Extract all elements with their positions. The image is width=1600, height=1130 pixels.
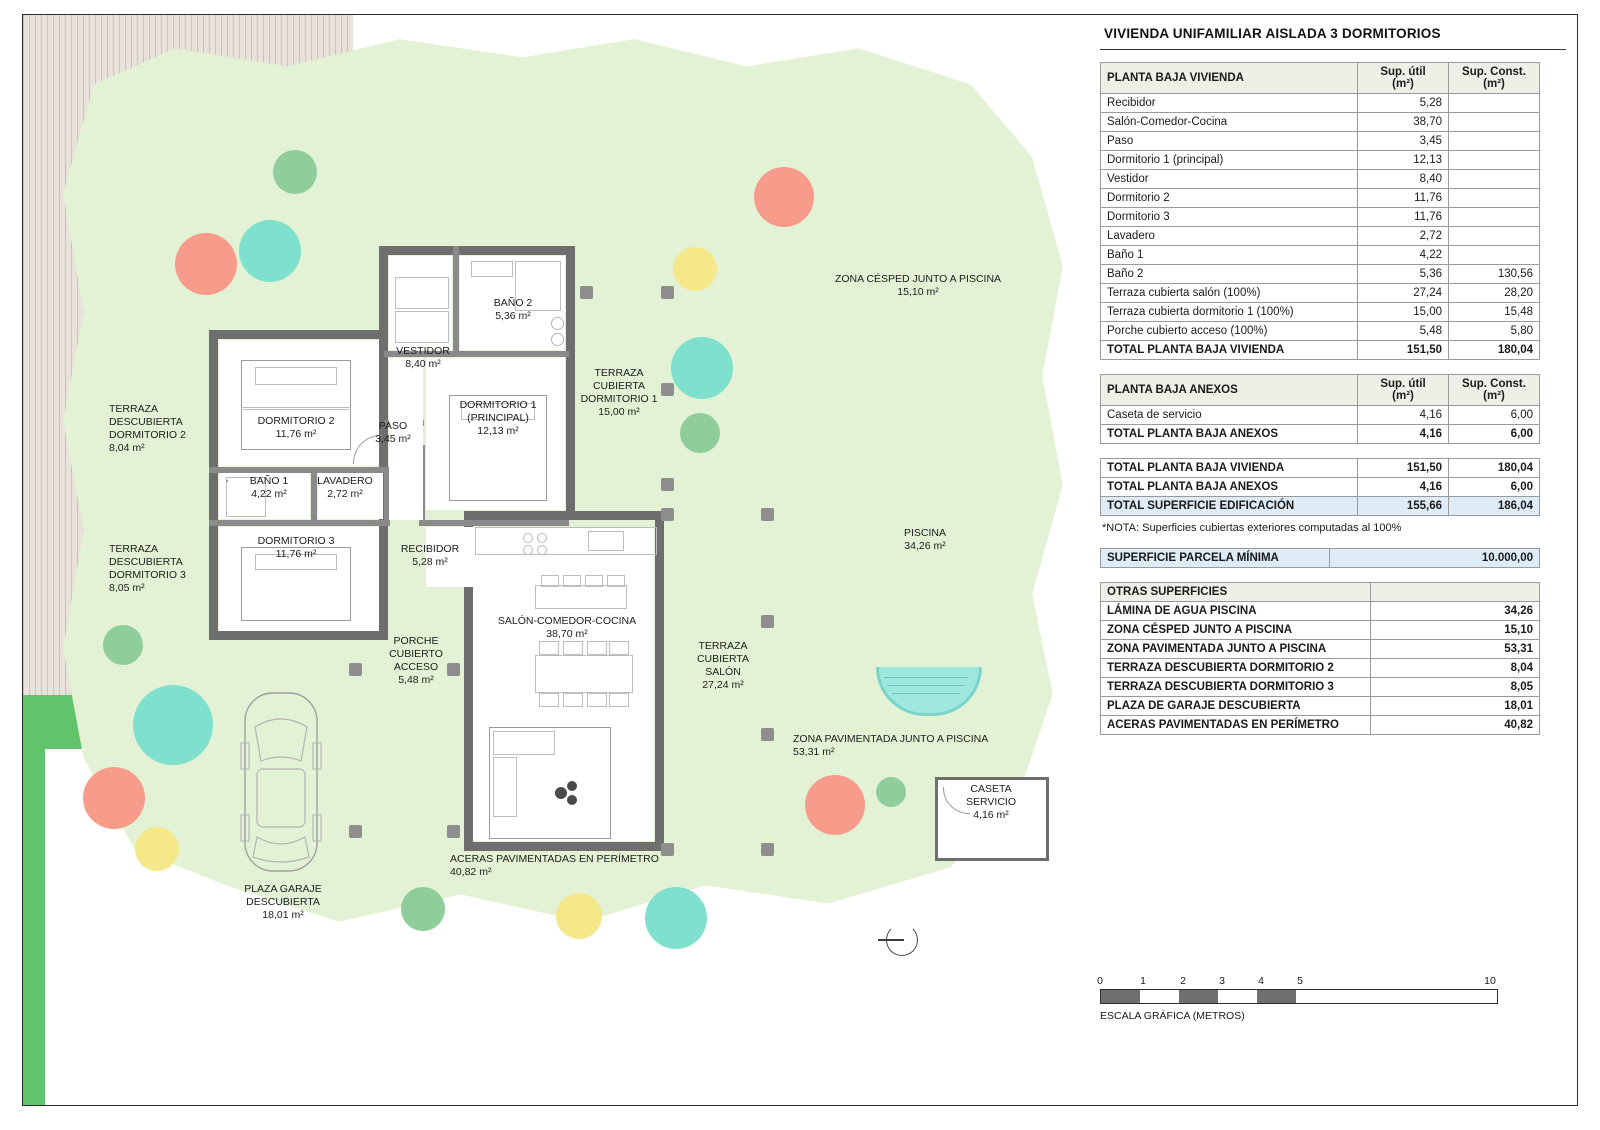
th-sup-util: Sup. útil (m²) xyxy=(1358,375,1449,406)
structural-post xyxy=(761,728,774,741)
label-area: 40,82 m² xyxy=(450,866,492,879)
dining-chair xyxy=(587,641,607,655)
house-wall xyxy=(566,511,664,520)
house-wall xyxy=(464,511,574,520)
label-line: TERRAZA xyxy=(698,640,748,652)
scale-tick: 3 xyxy=(1219,975,1225,987)
house-wall xyxy=(379,246,574,255)
table-row: Baño 2 5,36 130,56 xyxy=(1101,265,1540,284)
tree-icon xyxy=(805,775,865,835)
label-zona-pavimentada xyxy=(793,733,988,759)
wardrobe xyxy=(471,261,513,277)
table-row-total: TOTAL PLANTA BAJA VIVIENDA 151,50 180,04 xyxy=(1101,341,1540,360)
th-planta-baja-vivienda: PLANTA BAJA VIVIENDA xyxy=(1101,63,1358,94)
house-wall xyxy=(209,330,218,640)
dining-chair xyxy=(563,693,583,707)
pool-step-line xyxy=(884,677,968,678)
table-row: TOTAL PLANTA BAJA VIVIENDA 151,50 180,04 xyxy=(1101,459,1540,478)
label-line: RECIBIDOR xyxy=(400,543,460,555)
tree-icon xyxy=(175,233,237,295)
plant-icon xyxy=(567,781,577,791)
label-area: 34,26 m² xyxy=(904,540,946,553)
door-arc xyxy=(226,480,228,482)
kitchen-counter xyxy=(475,527,657,555)
table-row: Salón-Comedor-Cocina 38,70 xyxy=(1101,113,1540,132)
label-line: VESTIDOR xyxy=(396,345,450,357)
table-row: Paso 3,45 xyxy=(1101,132,1540,151)
tree-icon xyxy=(754,167,814,227)
label-line: CUBIERTA xyxy=(696,653,750,666)
interior-wall xyxy=(419,520,569,526)
north-symbol-icon xyxy=(878,920,920,962)
table-parcela xyxy=(1100,548,1540,568)
label-terraza-cubierta-d1 xyxy=(571,367,667,420)
bed-fold xyxy=(241,407,351,410)
label-area: 27,24 m² xyxy=(702,679,744,692)
hob-icon xyxy=(523,533,533,543)
label-line: DORMITORIO 2 xyxy=(257,415,335,427)
pool-step-line xyxy=(887,685,965,686)
structural-post xyxy=(349,663,362,676)
structural-post xyxy=(761,843,774,856)
kitchen-island xyxy=(535,585,627,609)
th-sup-util: Sup. útil (m²) xyxy=(1358,63,1449,94)
label-dormitorio-3 xyxy=(231,535,361,561)
label-recibidor xyxy=(375,543,485,569)
interior-wall xyxy=(459,351,569,357)
table-row: ACERAS PAVIMENTADAS EN PERÍMETRO 40,82 xyxy=(1101,716,1540,735)
scale-tick: 1 xyxy=(1140,975,1146,987)
table-row: Terraza cubierta dormitorio 1 (100%) 15,00 15,48 xyxy=(1101,303,1540,322)
table-row: Caseta de servicio 4,16 6,00 xyxy=(1101,406,1540,425)
tree-icon xyxy=(680,413,720,453)
structural-post xyxy=(447,825,460,838)
label-line: ACERAS PAVIMENTADAS EN PERÍMETRO xyxy=(450,853,659,865)
table-row: Dormitorio 3 11,76 xyxy=(1101,208,1540,227)
label-caseta-servicio xyxy=(945,783,1037,822)
dining-chair xyxy=(609,693,629,707)
label-dormitorio-1 xyxy=(433,399,563,438)
tree-icon xyxy=(401,887,445,931)
label-line: ZONA PAVIMENTADA JUNTO A PISCINA xyxy=(793,733,989,745)
label-plaza-garaje xyxy=(203,883,363,922)
label-line: DORMITORIO 3 xyxy=(109,569,186,582)
label-area: 3,45 m² xyxy=(375,433,411,446)
structural-post xyxy=(761,615,774,628)
plant-icon xyxy=(555,787,567,799)
sheet-title: VIVIENDA UNIFAMILIAR AISLADA 3 DORMITORIOS xyxy=(1100,20,1566,50)
sofa xyxy=(493,731,555,755)
scale-bar xyxy=(1100,989,1498,1004)
table-row-highlight: TOTAL SUPERFICIE EDIFICACIÓN 155,66 186,04 xyxy=(1101,497,1540,516)
label-line: DORMITORIO 3 xyxy=(257,535,335,547)
label-area: 5,36 m² xyxy=(495,310,531,323)
label-line: BAÑO 1 xyxy=(249,475,289,487)
table-otras-superficies xyxy=(1100,582,1540,735)
house-wall xyxy=(209,631,384,640)
label-line: DESCUBIERTA xyxy=(246,896,320,909)
th-sup-const: Sup. Const. (m²) xyxy=(1449,375,1540,406)
label-area: 2,72 m² xyxy=(327,488,363,501)
label-line: TERRAZA xyxy=(109,403,159,415)
tree-icon xyxy=(83,767,145,829)
label-line: DORMITORIO 1 xyxy=(580,393,658,406)
scale-tick: 2 xyxy=(1180,975,1186,987)
sink-icon xyxy=(551,317,564,330)
label-lavadero xyxy=(305,475,385,501)
wardrobe xyxy=(395,277,449,309)
label-line: SALÓN xyxy=(705,666,741,679)
label-area: 4,16 m² xyxy=(973,809,1009,822)
house-wall xyxy=(209,330,384,339)
plant-icon xyxy=(567,795,577,805)
tree-icon xyxy=(645,887,707,949)
scale-tick: 5 xyxy=(1297,975,1303,987)
label-vestidor xyxy=(387,345,459,371)
label-bano-1 xyxy=(229,475,309,501)
hob-icon xyxy=(537,545,547,555)
label-line: PISCINA xyxy=(903,527,946,539)
scale-tick: 10 xyxy=(1484,975,1496,987)
hob-icon xyxy=(537,533,547,543)
table-row: TERRAZA DESCUBIERTA DORMITORIO 3 8,05 xyxy=(1101,678,1540,697)
table-row: TOTAL PLANTA BAJA ANEXOS 4,16 6,00 xyxy=(1101,478,1540,497)
table-row: LÁMINA DE AGUA PISCINA 34,26 xyxy=(1101,602,1540,621)
label-aceras-perimetro xyxy=(450,853,659,879)
grass-strip xyxy=(23,749,45,959)
label-area: 5,28 m² xyxy=(412,556,448,569)
table-row: Vestidor 8,40 xyxy=(1101,170,1540,189)
dining-table xyxy=(535,655,633,693)
table-row: TERRAZA DESCUBIERTA DORMITORIO 2 8,04 xyxy=(1101,659,1540,678)
table-row-total: TOTAL PLANTA BAJA ANEXOS 4,16 6,00 xyxy=(1101,425,1540,444)
label-area: 8,04 m² xyxy=(109,442,145,455)
table-row-header: OTRAS SUPERFICIES xyxy=(1101,583,1540,602)
label-line: CUBIERTO xyxy=(389,648,443,661)
label-line: TERRAZA xyxy=(594,367,644,379)
label-line: CASETA xyxy=(970,783,1012,795)
tree-icon xyxy=(239,220,301,282)
sofa xyxy=(493,757,517,817)
label-line: ACCESO xyxy=(393,661,439,674)
tree-icon xyxy=(135,827,179,871)
label-terraza-descubierta-d3 xyxy=(109,543,186,596)
scale-tick: 4 xyxy=(1258,975,1264,987)
th-sup-const: Sup. Const. (m²) xyxy=(1449,63,1540,94)
table-row: Dormitorio 2 11,76 xyxy=(1101,189,1540,208)
label-salon xyxy=(467,615,667,641)
label-area: 12,13 m² xyxy=(477,425,519,438)
label-bano-2 xyxy=(478,297,548,323)
house-wall xyxy=(655,511,664,851)
tree-icon xyxy=(273,150,317,194)
grass-strip xyxy=(23,959,45,1105)
tree-icon xyxy=(103,625,143,665)
structural-post xyxy=(761,508,774,521)
scale-caption: ESCALA GRÁFICA (METROS) xyxy=(1100,1010,1245,1022)
dining-chair xyxy=(539,641,559,655)
structural-post xyxy=(661,843,674,856)
label-line: BAÑO 2 xyxy=(493,297,533,309)
label-area: 8,40 m² xyxy=(405,358,441,371)
structural-post xyxy=(661,508,674,521)
table-row: Porche cubierto acceso (100%) 5,48 5,80 xyxy=(1101,322,1540,341)
pool-step-line xyxy=(892,693,960,694)
label-line: PORCHE xyxy=(393,635,439,647)
interior-wall xyxy=(209,520,384,526)
table-row-parcela: SUPERFICIE PARCELA MÍNIMA 10.000,00 xyxy=(1101,549,1540,568)
structural-post xyxy=(580,286,593,299)
structural-post xyxy=(661,478,674,491)
note-text: *NOTA: Superficies cubiertas exteriores computadas al 100% xyxy=(1102,522,1402,534)
label-line: SERVICIO xyxy=(966,796,1016,809)
stool xyxy=(585,575,603,587)
label-area: 4,22 m² xyxy=(251,488,287,501)
tree-icon xyxy=(673,247,717,291)
label-line: TERRAZA xyxy=(109,543,159,555)
label-zona-cesped xyxy=(783,273,1053,299)
bed-pillow xyxy=(255,367,337,385)
table-row: ZONA PAVIMENTADA JUNTO A PISCINA 53,31 xyxy=(1101,640,1540,659)
label-piscina xyxy=(863,527,987,553)
label-area: 18,01 m² xyxy=(262,909,304,922)
label-area: 38,70 m² xyxy=(546,628,588,641)
label-line: (PRINCIPAL) xyxy=(467,412,529,425)
label-line: CUBIERTA xyxy=(592,380,646,393)
label-area: 15,10 m² xyxy=(897,286,939,299)
dining-chair xyxy=(587,693,607,707)
table-row: PLAZA DE GARAJE DESCUBIERTA 18,01 xyxy=(1101,697,1540,716)
wardrobe xyxy=(395,311,449,343)
label-dormitorio-2 xyxy=(231,415,361,441)
label-area: 53,31 m² xyxy=(793,746,835,759)
table-totales xyxy=(1100,458,1540,516)
label-line: DESCUBIERTA xyxy=(109,556,183,569)
label-area: 11,76 m² xyxy=(275,428,317,441)
tree-icon xyxy=(876,777,906,807)
stool xyxy=(607,575,625,587)
dining-chair xyxy=(609,641,629,655)
structural-post xyxy=(349,825,362,838)
label-terraza-cubierta-salon xyxy=(668,640,778,693)
sink-icon xyxy=(551,333,564,346)
sink-counter xyxy=(588,531,624,551)
label-line: LAVADERO xyxy=(317,475,373,487)
dining-chair xyxy=(563,641,583,655)
table-row: Baño 1 4,22 xyxy=(1101,246,1540,265)
label-area: 5,48 m² xyxy=(398,674,434,687)
label-line: PLAZA GARAJE xyxy=(244,883,322,895)
label-line: DORMITORIO 1 xyxy=(459,399,537,411)
table-planta-baja-anexos xyxy=(1100,374,1540,444)
house-wall xyxy=(464,842,664,851)
table-row: ZONA CÉSPED JUNTO A PISCINA 15,10 xyxy=(1101,621,1540,640)
table-row: Lavadero 2,72 xyxy=(1101,227,1540,246)
surface-tables-panel xyxy=(1100,20,1566,749)
interior-wall xyxy=(453,246,459,357)
label-line: ZONA CÉSPED JUNTO A PISCINA xyxy=(834,273,1002,285)
label-line: PASO xyxy=(378,420,408,432)
label-line: DORMITORIO 2 xyxy=(109,429,186,442)
th-planta-baja-anexos: PLANTA BAJA ANEXOS xyxy=(1101,375,1358,406)
label-line: DESCUBIERTA xyxy=(109,416,183,429)
table-row: Terraza cubierta salón (100%) 27,24 28,20 xyxy=(1101,284,1540,303)
stool xyxy=(563,575,581,587)
hob-icon xyxy=(523,545,533,555)
label-terraza-descubierta-d2 xyxy=(109,403,186,456)
label-line: SALÓN-COMEDOR-COCINA xyxy=(497,615,637,627)
tree-icon xyxy=(133,685,213,765)
label-area: 8,05 m² xyxy=(109,582,145,595)
site-plan xyxy=(23,15,1093,1105)
scale-tick: 0 xyxy=(1097,975,1103,987)
tree-icon xyxy=(671,337,733,399)
label-area: 15,00 m² xyxy=(598,406,640,419)
label-area: 11,76 m² xyxy=(275,548,317,561)
dining-chair xyxy=(539,693,559,707)
table-planta-baja-vivienda xyxy=(1100,62,1540,360)
label-paso xyxy=(363,420,423,446)
scale-ticks xyxy=(1097,975,1540,989)
table-row: Recibidor 5,28 xyxy=(1101,94,1540,113)
graphic-scale xyxy=(1097,975,1540,1022)
stool xyxy=(541,575,559,587)
table-row: Dormitorio 1 (principal) 12,13 xyxy=(1101,151,1540,170)
structural-post xyxy=(661,286,674,299)
tree-icon xyxy=(556,893,602,939)
label-porche-cubierto-acceso xyxy=(368,635,464,688)
car-icon xyxy=(231,687,331,877)
